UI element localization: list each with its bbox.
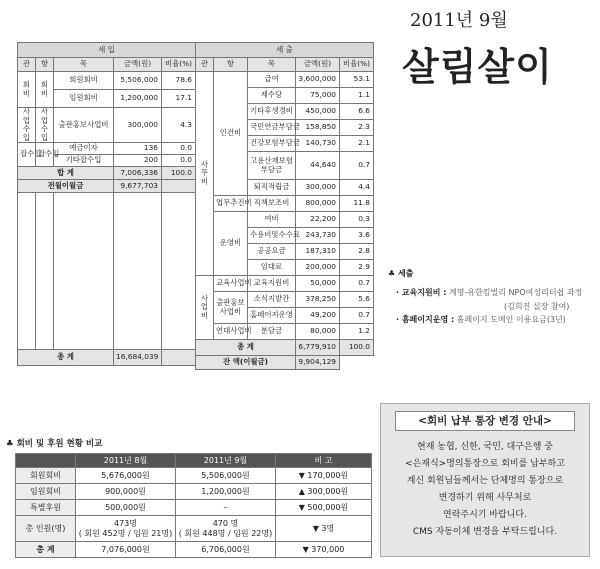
hang-duty: 업무추진비 — [214, 196, 248, 212]
account-change-notice — [380, 403, 590, 557]
cmp-col-label — [16, 454, 76, 468]
mok: 임원회비 — [54, 90, 114, 108]
mok: 회원회비 — [54, 72, 114, 90]
ratio: 5.6 — [340, 292, 374, 308]
gwan-business: 사업수입 — [18, 108, 36, 143]
hang-misc: 잡수입 — [36, 143, 54, 167]
issue-date: 2011년 9월 — [410, 10, 508, 31]
expense-section-header: 세 출 — [196, 43, 374, 58]
income-section-header: 세 입 — [18, 43, 196, 58]
hang-personnel: 인건비 — [214, 72, 248, 196]
comparison-table — [15, 453, 372, 558]
cmp-aug: 500,000원 — [76, 500, 176, 516]
cmp-members-label: 총 인원(명) — [16, 516, 76, 542]
amount: 300,000 — [114, 108, 162, 143]
notice-line: 계신 회원님들께서는 단체명의 통장으로 — [406, 476, 564, 486]
note-homepage — [396, 314, 598, 325]
notice-body — [381, 439, 589, 541]
note-homepage-value: 홈페이지 도메인 이용요금(3년) — [456, 315, 566, 324]
ratio: 1.2 — [340, 324, 374, 340]
balance-label: 잔 액(이월금) — [196, 356, 296, 370]
notice-line: 현재 농협, 신한, 국민, 대구은행 중 — [417, 442, 553, 452]
expense-notes-heading: ♣ 세출 — [388, 269, 414, 278]
mok: 교육지원비 — [248, 276, 296, 292]
gwan-business: 사업비 — [196, 276, 214, 340]
mok: 건강보험부담금 — [248, 136, 296, 152]
hang-publishing: 출판홍보사업비 — [214, 292, 248, 324]
amount: 5,506,000 — [114, 72, 162, 90]
mok: 기타후생경비 — [248, 104, 296, 120]
cmp-total-label: 총 계 — [16, 542, 76, 558]
balance-amount: 9,904,129 — [296, 356, 340, 370]
ratio: 2.8 — [340, 244, 374, 260]
col-hang: 항 — [214, 58, 248, 72]
amount: 300,000 — [296, 180, 340, 196]
col-mok: 목 — [54, 58, 114, 72]
income-total-amount: 16,684,039 — [114, 350, 162, 366]
col-gwan: 관 — [18, 58, 36, 72]
col-mok: 목 — [248, 58, 296, 72]
amount: 450,000 — [296, 104, 340, 120]
cmp-members-sep-detail: ( 회원 448명 / 임원 22명) — [178, 528, 273, 538]
cmp-note: ▼ 170,000원 — [276, 468, 372, 484]
amount: 136 — [114, 143, 162, 155]
ratio: 6.6 — [340, 104, 374, 120]
amount: 158,850 — [296, 120, 340, 136]
cmp-members-sep-count: 470 명 — [212, 519, 239, 529]
mok: 급여 — [248, 72, 296, 88]
cmp-total-aug: 7,076,000원 — [76, 542, 176, 558]
ratio: 2.1 — [340, 136, 374, 152]
mok: 공공요금 — [248, 244, 296, 260]
col-hang: 항 — [36, 58, 54, 72]
amount: 243,730 — [296, 228, 340, 244]
ratio: 0.7 — [340, 152, 374, 180]
col-ratio: 비율(%) — [162, 58, 196, 72]
amount: 3,600,000 — [296, 72, 340, 88]
ratio: 0.0 — [162, 155, 196, 167]
expense-total-ratio: 100.0 — [340, 340, 374, 356]
hang-solidarity: 연대사업비 — [214, 324, 248, 340]
mok: 출판홍보사업비 — [54, 108, 114, 143]
mok: 국민연금부담금 — [248, 120, 296, 136]
ratio: 2.9 — [340, 260, 374, 276]
col-amount: 금액(원) — [296, 58, 340, 72]
cmp-row-label: 임원회비 — [16, 484, 76, 500]
amount: 50,000 — [296, 276, 340, 292]
carry-over-amount: 9,677,703 — [114, 180, 162, 193]
ratio: 2.3 — [340, 120, 374, 136]
amount: 378,250 — [296, 292, 340, 308]
amount: 200,000 — [296, 260, 340, 276]
ratio: 0.0 — [162, 143, 196, 155]
notice-line: 연락주시기 바랍니다. — [443, 510, 527, 520]
cmp-note: ▲ 300,000원 — [276, 484, 372, 500]
hang-education: 교육사업비 — [214, 276, 248, 292]
comparison-title: ♣ 회비 및 후원 현황 비교 — [6, 439, 103, 449]
cmp-total-sep: 6,706,000원 — [176, 542, 276, 558]
ratio: 4.4 — [340, 180, 374, 196]
cmp-row-label: 회원회비 — [16, 468, 76, 484]
note-education-value: 계명-유한킴벌리 NPO여성리더쉽 과정 — [449, 288, 583, 297]
notice-title: <회비 납부 통장 변경 안내> — [395, 411, 575, 431]
cmp-total-note: ▼ 370,000 — [276, 542, 372, 558]
income-table — [17, 42, 196, 366]
ratio: 11.8 — [340, 196, 374, 212]
mok: 여비 — [248, 212, 296, 228]
income-sum-amount: 7,006,336 — [114, 167, 162, 180]
expense-notes — [388, 268, 598, 325]
hang-business: 사업수입 — [36, 108, 54, 143]
cmp-sep: 5,506,000원 — [176, 468, 276, 484]
cmp-aug: 900,000원 — [76, 484, 176, 500]
cmp-members-aug-count: 473명 — [114, 519, 137, 529]
mok: 소식지발간 — [248, 292, 296, 308]
amount: 800,000 — [296, 196, 340, 212]
mok: 분담금 — [248, 324, 296, 340]
cmp-row-label: 특별후원 — [16, 500, 76, 516]
mok: 직책보조비 — [248, 196, 296, 212]
amount: 200 — [114, 155, 162, 167]
ratio: 78.6 — [162, 72, 196, 90]
cmp-members-aug-detail: ( 회원 452명 / 임원 21명) — [78, 528, 173, 538]
expense-table — [195, 42, 374, 370]
mok: 퇴직적립금 — [248, 180, 296, 196]
mok: 제수당 — [248, 88, 296, 104]
cmp-members-sep — [176, 516, 276, 542]
gwan-membership: 회비 — [18, 72, 36, 108]
income-sum-label: 합 계 — [18, 167, 114, 180]
amount: 22,200 — [296, 212, 340, 228]
col-gwan: 관 — [196, 58, 214, 72]
mok: 임대료 — [248, 260, 296, 276]
expense-total-label: 총 계 — [196, 340, 296, 356]
gwan-office: 사무비 — [196, 72, 214, 276]
ratio: 0.7 — [340, 276, 374, 292]
cmp-note: ▼ 500,000원 — [276, 500, 372, 516]
amount: 49,200 — [296, 308, 340, 324]
note-homepage-label: · 홈페이지운영 : — [396, 315, 455, 324]
note-education-label: · 교육지원비 : — [396, 288, 447, 297]
col-ratio: 비율(%) — [340, 58, 374, 72]
notice-line: 변경하기 위해 사무처로 — [438, 493, 532, 503]
ratio: 1.1 — [340, 88, 374, 104]
amount: 44,640 — [296, 152, 340, 180]
ratio: 17.1 — [162, 90, 196, 108]
hang-membership: 회비 — [36, 72, 54, 108]
cmp-col-aug: 2011년 8월 — [76, 454, 176, 468]
amount: 75,000 — [296, 88, 340, 104]
cmp-col-sep: 2011년 9월 — [176, 454, 276, 468]
cmp-aug: 5,676,000원 — [76, 468, 176, 484]
amount: 187,310 — [296, 244, 340, 260]
mok: 예금이자 — [54, 143, 114, 155]
income-total-label: 총 계 — [18, 350, 114, 366]
page-title: 살림살이 — [402, 45, 553, 89]
mok: 고용산재보험부담금 — [248, 152, 296, 180]
col-amount: 금액(원) — [114, 58, 162, 72]
notice-line: <은재식>명의통장으로 회비를 납부하고 — [405, 459, 565, 469]
cmp-col-note: 비 고 — [276, 454, 372, 468]
mok: 기타잡수입 — [54, 155, 114, 167]
ratio: 4.3 — [162, 108, 196, 143]
ratio: 0.3 — [340, 212, 374, 228]
mok: 홈페이지운영 — [248, 308, 296, 324]
cmp-sep: – — [176, 500, 276, 516]
gwan-misc: 잡수입 — [18, 143, 36, 167]
ratio: 3.6 — [340, 228, 374, 244]
note-education-sub: (김희진 실장 참여) — [504, 302, 570, 311]
note-education — [396, 287, 598, 298]
ratio: 0.7 — [340, 308, 374, 324]
carry-over-label: 전월이월금 — [18, 180, 114, 193]
cmp-sep: 1,200,000원 — [176, 484, 276, 500]
cmp-members-note: ▼ 3명 — [276, 516, 372, 542]
mok: 수용비및수수료 — [248, 228, 296, 244]
ratio: 53.1 — [340, 72, 374, 88]
hang-operations: 운영비 — [214, 212, 248, 276]
amount: 1,200,000 — [114, 90, 162, 108]
amount: 140,730 — [296, 136, 340, 152]
notice-line: CMS 자동이체 변경을 부탁드립니다. — [412, 527, 558, 537]
amount: 80,000 — [296, 324, 340, 340]
expense-total-amount: 6,779,910 — [296, 340, 340, 356]
income-sum-ratio: 100.0 — [162, 167, 196, 180]
cmp-members-aug — [76, 516, 176, 542]
